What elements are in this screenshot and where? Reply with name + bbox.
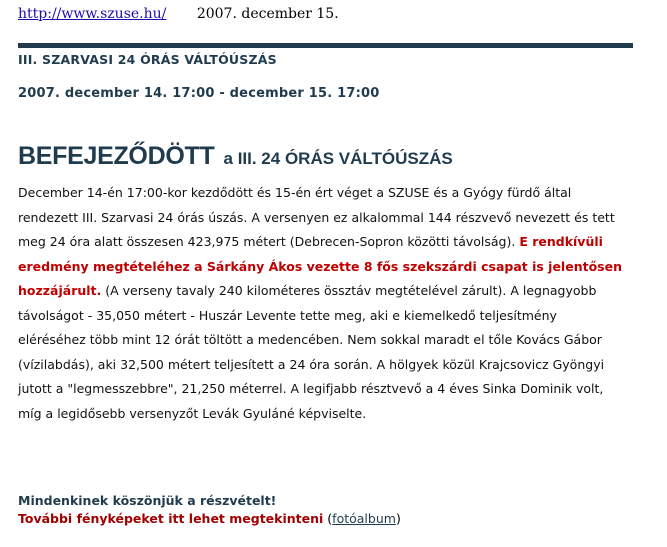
headline — [18, 142, 453, 171]
site-link[interactable]: http://www.szuse.hu/ — [18, 6, 167, 22]
thanks-text: Mindenkinek köszönjük a részvételt! — [18, 493, 277, 508]
article-body — [18, 181, 623, 426]
photo-album-link[interactable]: fotóalbum — [332, 511, 396, 526]
event-period: 2007. december 14. 17:00 - december 15. 17:00 — [18, 86, 380, 101]
close-paren: ) — [395, 511, 401, 526]
article-paragraph-2: (A verseny tavaly 240 kilométeres össztáv megtételével zárult). A legnagyobb távolságot - 35,050 métert - Huszár Levente tette meg, aki e kiemelkedő teljesítmény eléréséhez több mint 12 órát töltött a medencében. Nem sokkal maradt el tőle Kovács Gábor (vízilabdás), aki 32,500 métert teljesített a 24 óra során. A hölgyek közül Krajcsovicz Gyöngyi jutott a "legmesszebbre", 21,250 méterrel. A legifjabb résztvevő a 4 éves Sinka Dominik volt, míg a legidősebb versenyzőt Levák Gyuláné képviselte. — [18, 283, 605, 421]
top-line — [18, 6, 339, 22]
headline-small: a III. 24 ÓRÁS VÁLTÓÚSZÁS — [223, 149, 453, 168]
header-divider — [18, 43, 633, 48]
event-title: III. SZARVASI 24 ÓRÁS VÁLTÓÚSZÁS — [18, 52, 277, 67]
headline-big: BEFEJEZŐDÖTT — [18, 142, 215, 170]
article-highlight: E rendkívüli eredmény megtételéhez a Sárkány Ákos vezette 8 fős szekszárdi csapat is jelentősen hozzájárult. — [18, 234, 622, 298]
more-photos-text: További fényképeket itt lehet megtekinteni — [18, 511, 324, 526]
photo-line — [18, 511, 401, 526]
publish-date: 2007. december 15. — [196, 6, 339, 22]
article-paragraph-1: December 14-én 17:00-kor kezdődött és 15-én ért véget a SZUSE és a Gyógy fürdő által rendezett III. Szarvasi 24 órás úszás. A versenyen ez alkalommal 144 részvevő nevezett és tett meg 24 óra alatt összesen 423,975 métert (Debrecen-Sopron közötti távolság). — [18, 185, 615, 249]
open-paren: ( — [327, 511, 333, 526]
